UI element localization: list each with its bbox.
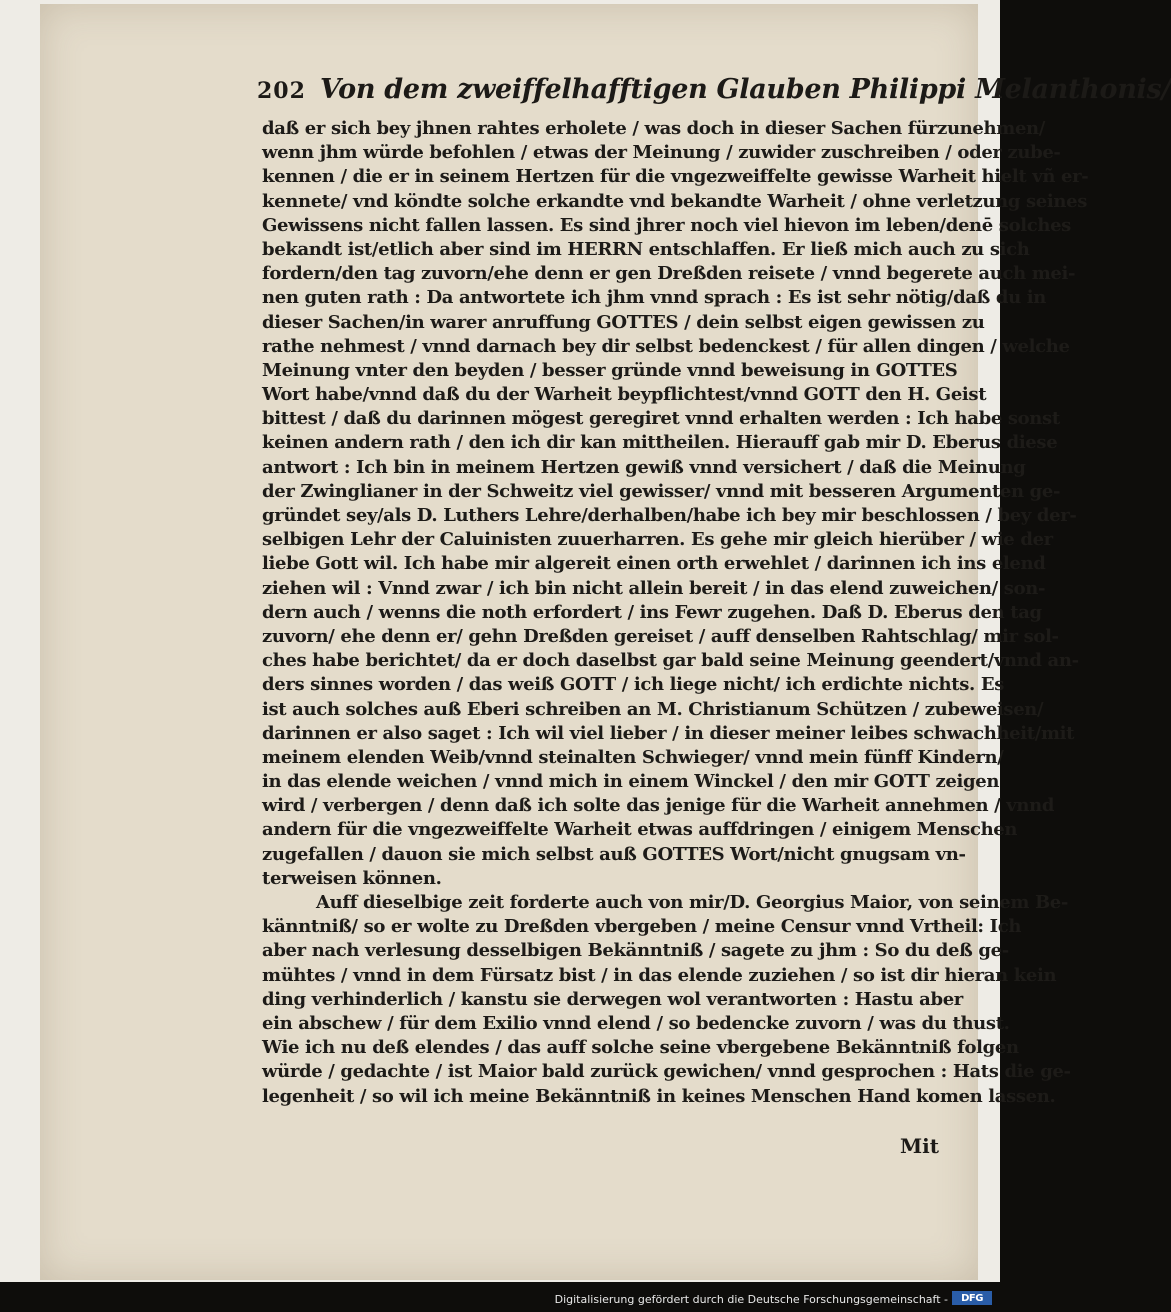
text-line: dern auch / wenns die noth erfordert / ins Fewr zugehen. Daß D. Eberus den tag [262, 601, 1042, 623]
text-line: rathe nehmest / vnnd darnach bey dir selbst bedenckest / für allen dingen / welche [262, 335, 1070, 357]
text-line: terweisen können. [262, 867, 442, 889]
page-header [257, 74, 1171, 112]
text-line: liebe Gott wil. Ich habe mir algereit einen orth erwehlet / darinnen ich ins elend [262, 553, 1046, 575]
paragraph [262, 891, 1071, 1109]
body-text [262, 117, 1089, 1109]
footer-bar [0, 1282, 1000, 1312]
text-line: andern für die vngezweiffelte Warheit etwas auffdringen / einigem Menschen [262, 819, 1018, 841]
text-line: nen guten rath : Da antwortete ich jhm vnnd sprach : Es ist sehr nötig/daß du in [262, 287, 1046, 309]
text-line: daß er sich bey jhnen rahtes erholete / was doch in dieser Sachen fürzunehmen/ [262, 118, 1046, 139]
text-line: kennete/ vnd köndte solche erkandte vnd bekandte Warheit / ohne verletzung seines [262, 190, 1088, 212]
catchword: Mit [900, 1134, 939, 1158]
text-line: ziehen wil : Vnnd zwar / ich bin nicht allein bereit / in das elend zuweichen/ son- [262, 577, 1046, 599]
text-line: selbigen Lehr der Caluinisten zuuerharren. Es gehe mir gleich hierüber / wie der [262, 529, 1053, 551]
text-line: bekandt ist/etlich aber sind im HERRN entschlaffen. Er ließ mich auch zu sich [262, 238, 1030, 260]
text-line: bittest / daß du darinnen mögest geregiret vnnd erhalten werden : Ich habe sonst [262, 408, 1060, 430]
text-line: dieser Sachen/in warer anruffung GOTTES / dein selbst eigen gewissen zu [262, 311, 985, 333]
funding-credit: Digitalisierung gefördert durch die Deutsche Forschungsgemeinschaft - [554, 1293, 948, 1306]
text-line: ches habe berichtet/ da er doch daselbst gar bald seine Meinung geendert/vnnd an- [262, 650, 1079, 672]
text-line: würde / gedachte / ist Maior bald zurück gewichen/ vnnd gesprochen : Hats die ge- [262, 1061, 1071, 1083]
text-line: aber nach verlesung desselbigen Bekänntniß / sagete zu jhm : So du deß ge- [262, 940, 1009, 962]
text-line: ding verhinderlich / kanstu sie derwegen wol verantworten : Hastu aber [262, 988, 963, 1010]
text-line: der Zwinglianer in der Schweitz viel gewisser/ vnnd mit besseren Argumenten ge- [262, 480, 1061, 502]
text-line: ist auch solches auß Eberi schreiben an M. Christianum Schützen / zubeweisen/ [262, 698, 1044, 720]
dfg-logo: DFG [952, 1291, 992, 1305]
text-line: wenn jhm würde befohlen / etwas der Meinung / zuwider zuschreiben / oder zube- [262, 142, 1061, 164]
text-line: Meinung vnter den beyden / besser gründe vnnd beweisung in GOTTES [262, 359, 958, 381]
text-line: Wort habe/vnnd daß du der Warheit beypflichtest/vnnd GOTT den H. Geist [262, 384, 987, 406]
text-line: känntniß/ so er wolte zu Dreßden vbergeben / meine Censur vnnd Vrtheil: Ich [262, 916, 1022, 938]
text-line: zuvorn/ ehe denn er/ gehn Dreßden gereiset / auff denselben Rahtschlag/ mir sol- [262, 625, 1059, 647]
text-line: Gewissens nicht fallen lassen. Es sind jhrer noch viel hievon im leben/denē solches [262, 214, 1071, 236]
page-number: 202 [257, 78, 306, 104]
text-line: antwort : Ich bin in meinem Hertzen gewiß vnnd versichert / daß die Meinung [262, 456, 1026, 478]
text-line: gründet sey/als D. Luthers Lehre/derhalben/habe ich bey mir beschlossen / bey der- [262, 505, 1077, 526]
running-title: Von dem zweiffelhafftigen Glauben Philippi Melanthonis/ [319, 74, 1171, 105]
text-line: darinnen er also saget : Ich wil viel lieber / in dieser meiner leibes schwachheit/mit [262, 722, 1075, 744]
text-line: meinem elenden Weib/vnnd steinalten Schwieger/ vnnd mein fünff Kindern/ [262, 746, 1004, 768]
text-line: ein abschew / für dem Exilio vnnd elend / so bedencke zuvorn / was du thust. [262, 1012, 1010, 1034]
text-line: wird / verbergen / denn daß ich solte das jenige für die Warheit annehmen / vnnd [262, 795, 1055, 817]
text-line: zugefallen / dauon sie mich selbst auß GOTTES Wort/nicht gnugsam vn- [262, 843, 966, 865]
text-line: keinen andern rath / den ich dir kan mittheilen. Hierauff gab mir D. Eberus diese [262, 432, 1058, 454]
text-line: kennen / die er in seinem Hertzen für die vngezweiffelte gewisse Warheit hielt vñ er- [262, 166, 1089, 188]
text-line: Wie ich nu deß elendes / das auff solche seine vbergebene Bekänntniß folgen [262, 1037, 1019, 1059]
text-line: Auff dieselbige zeit forderte auch von mir/D. Georgius Maior, von seinem Be- [316, 892, 1069, 913]
text-line: fordern/den tag zuvorn/ehe denn er gen Dreßden reisete / vnnd begerete auch mei- [262, 263, 1076, 285]
text-line: legenheit / so wil ich meine Bekänntniß in keines Menschen Hand komen lassen. [262, 1085, 1056, 1107]
text-line: in das elende weichen / vnnd mich in einem Winckel / den mir GOTT zeigen [262, 771, 1000, 793]
paragraph [262, 117, 1089, 891]
text-line: mühtes / vnnd in dem Fürsatz bist / in das elende zuziehen / so ist dir hieran kein [262, 964, 1057, 986]
text-line: ders sinnes worden / das weiß GOTT / ich liege nicht/ ich erdichte nichts. Es [262, 674, 1004, 696]
